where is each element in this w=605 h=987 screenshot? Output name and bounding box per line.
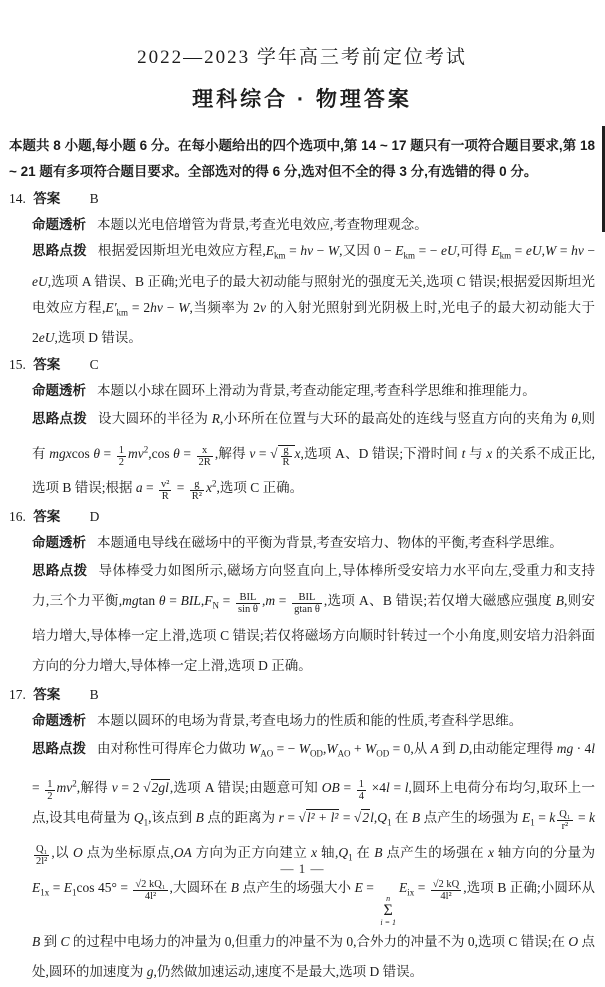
question-block-14 <box>9 186 595 351</box>
answer-label: 答案 <box>33 357 61 373</box>
answer-line <box>9 186 595 212</box>
tips-text: 根据爱因斯坦光电效应方程$,E_{km} = h\nu - W$,又因 $0 - E_{km}$ = − eU,可得 $E_{km} = eU,W = h\nu$ − eU,选项 A 错误、B 正确;光电子的最大初动能与照射光的强度无关,选项 C 错误;根据爱因斯坦光电效应方程$,E'_{km} = 2h\nu - W$,当频率为 2ν 的入射光照射到光阴极上时,光电子的最大初动能大于 2eU,选项 D 错误。 <box>32 243 596 346</box>
tips-paragraph <box>32 404 595 503</box>
answer-value: C <box>89 357 99 373</box>
analysis-text: 本题通电导线在磁场中的平衡为背景,考查安培力、物体的平衡,考查科学思维。 <box>97 535 563 551</box>
answer-label: 答案 <box>33 687 61 703</box>
answer-line <box>9 504 595 530</box>
tips-text: 设大圆环的半径为 R,小环所在位置与大环的最高处的连线与竖直方向的夹角为 θ,则有 mgxcos θ = $\frac{1}{2}$ $mv^2,\cos$ θ = $\frac{x}{2R}$ ,解得 v = √ $\frac{g}{R}$ x,选项 A、D 错误;下滑时间 t 与 x 的关系不成正比,选项 B 错误;根据 a = $\frac{\text{v²}}{R}$ = $\frac{g}{\text{R²}}$ $x^2$,选项 C 正确。 <box>32 411 596 503</box>
answer-label: 答案 <box>33 191 61 206</box>
tips-text: 导体棒受力如图所示,磁场方向竖直向上,导体棒所受安培力水平向左,受重力和支持力,三个力平衡,mgtan $\theta = BIL,F_N$ = $\frac{\text{BIL}}{\text{sin θ}}$ ,m = $\frac{\text{BIL}}{\text{gtan θ}}$ ,选项 A、B 错误;若仅增大磁感应强度 B,则安培力增大,导体棒一定上滑,选项 C 错误;若仅将磁场方向顺时针转过一个小角度,则安培力沿斜面方向的分力增大,导体棒一定上滑,选项 D 正确。 <box>32 563 596 674</box>
page-subtitle: 理科综合 · 物理答案 <box>192 88 412 111</box>
analysis-text: 本题以小球在圆环上滑动为背景,考查动能定理,考查科学思维和推理能力。 <box>97 383 536 399</box>
question-block-15 <box>9 352 595 503</box>
question-number: 14. <box>9 191 26 206</box>
tips-label: 思路点拨 <box>32 411 88 427</box>
intro-paragraph: 本题共 8 小题,每小题 6 分。在每小题给出的四个选项中,第 14 ~ 17 题只有一项符合题目要求,第 18 ~ 21 题有多项符合题目要求。全部选对的得 6 分,选对但不全的得 3 分,有选错的得 0 分。 <box>9 138 595 179</box>
page-number: — 1 — <box>280 861 325 876</box>
analysis-label: 命题透析 <box>32 383 86 399</box>
tips-label: 思路点拨 <box>32 741 87 757</box>
tips-paragraph <box>32 238 595 351</box>
question-block-16 <box>9 504 595 681</box>
analysis-paragraph <box>32 378 595 404</box>
tips-label: 思路点拨 <box>32 243 87 258</box>
question-number: 15. <box>9 357 26 373</box>
tips-text: 由对称性可得库仑力做功 $W_{AO}$ = − $W_{OD},W_{AO} + W_{OD} = 0$,从 A 到 D,由动能定理得 mg · 4l = $\frac{1}{2}$ $mv^2$,解得 v = 2 √2gl,选项 A 错误;由题意可知 OB = $\frac{1}{4}$ ×4l = l,圆环上电荷分布均匀,取环上一点,设其电荷量为 $Q_1$,该点到 B 点的距离为 $r = √l^2 + l^2 = √2l,Q_1$ 在 B 点产生的场强为 $E_1 = k$ $\frac{\text{Q₁}}{\text{r²}}$ = k $\frac{\text{Q₁}}{\text{2l²}}$ ,以 O 点为坐标原点,OA 方向为正方向建立 x 轴$,Q_1$ 在 B 点产生的场强在 x 轴方向的分量为 $E_{1x} = E_1\cos$ 45° = $\frac{\text{√2 kQ₁}}{\text{4l²}}$ ,大圆环在 B 点产生的场强大小 E = n Σ i = 1 $E_{ix}$ = $\frac{√2 kQ}{\text{4l²}}$ ,选项 B 正确;小圆环从 B 到 C 的过程中电场力的冲量为 0,但重力的冲量不为 0,合外力的冲量不为 0,选项 C 错误;在 O 点处,圆环的加速度为 g,仍然做加速运动,速度不是最大,选项 D 错误。 <box>32 741 596 979</box>
analysis-paragraph <box>32 212 595 238</box>
tips-paragraph <box>32 556 595 681</box>
analysis-text: 本题以光电倍增管为背景,考查光电效应,考查物理观念。 <box>97 217 428 232</box>
answer-line <box>9 352 595 378</box>
analysis-label: 命题透析 <box>32 217 86 232</box>
analysis-paragraph <box>32 530 595 556</box>
analysis-paragraph <box>32 708 595 734</box>
analysis-label: 命题透析 <box>32 535 86 551</box>
answer-line <box>9 682 595 708</box>
analysis-label: 命题透析 <box>32 713 86 729</box>
tips-label: 思路点拨 <box>32 563 88 579</box>
page-title: 2022—2023 学年高三考前定位考试 <box>137 47 467 68</box>
analysis-text: 本题以圆环的电场为背景,考查电场力的性质和能的性质,考查科学思维。 <box>97 713 523 729</box>
question-block-17 <box>9 682 595 987</box>
question-number: 17. <box>9 687 26 703</box>
answer-value: B <box>89 687 99 703</box>
answer-value: D <box>89 509 100 525</box>
answer-label: 答案 <box>33 509 61 525</box>
answer-value: B <box>89 191 99 206</box>
question-number: 16. <box>9 509 26 525</box>
